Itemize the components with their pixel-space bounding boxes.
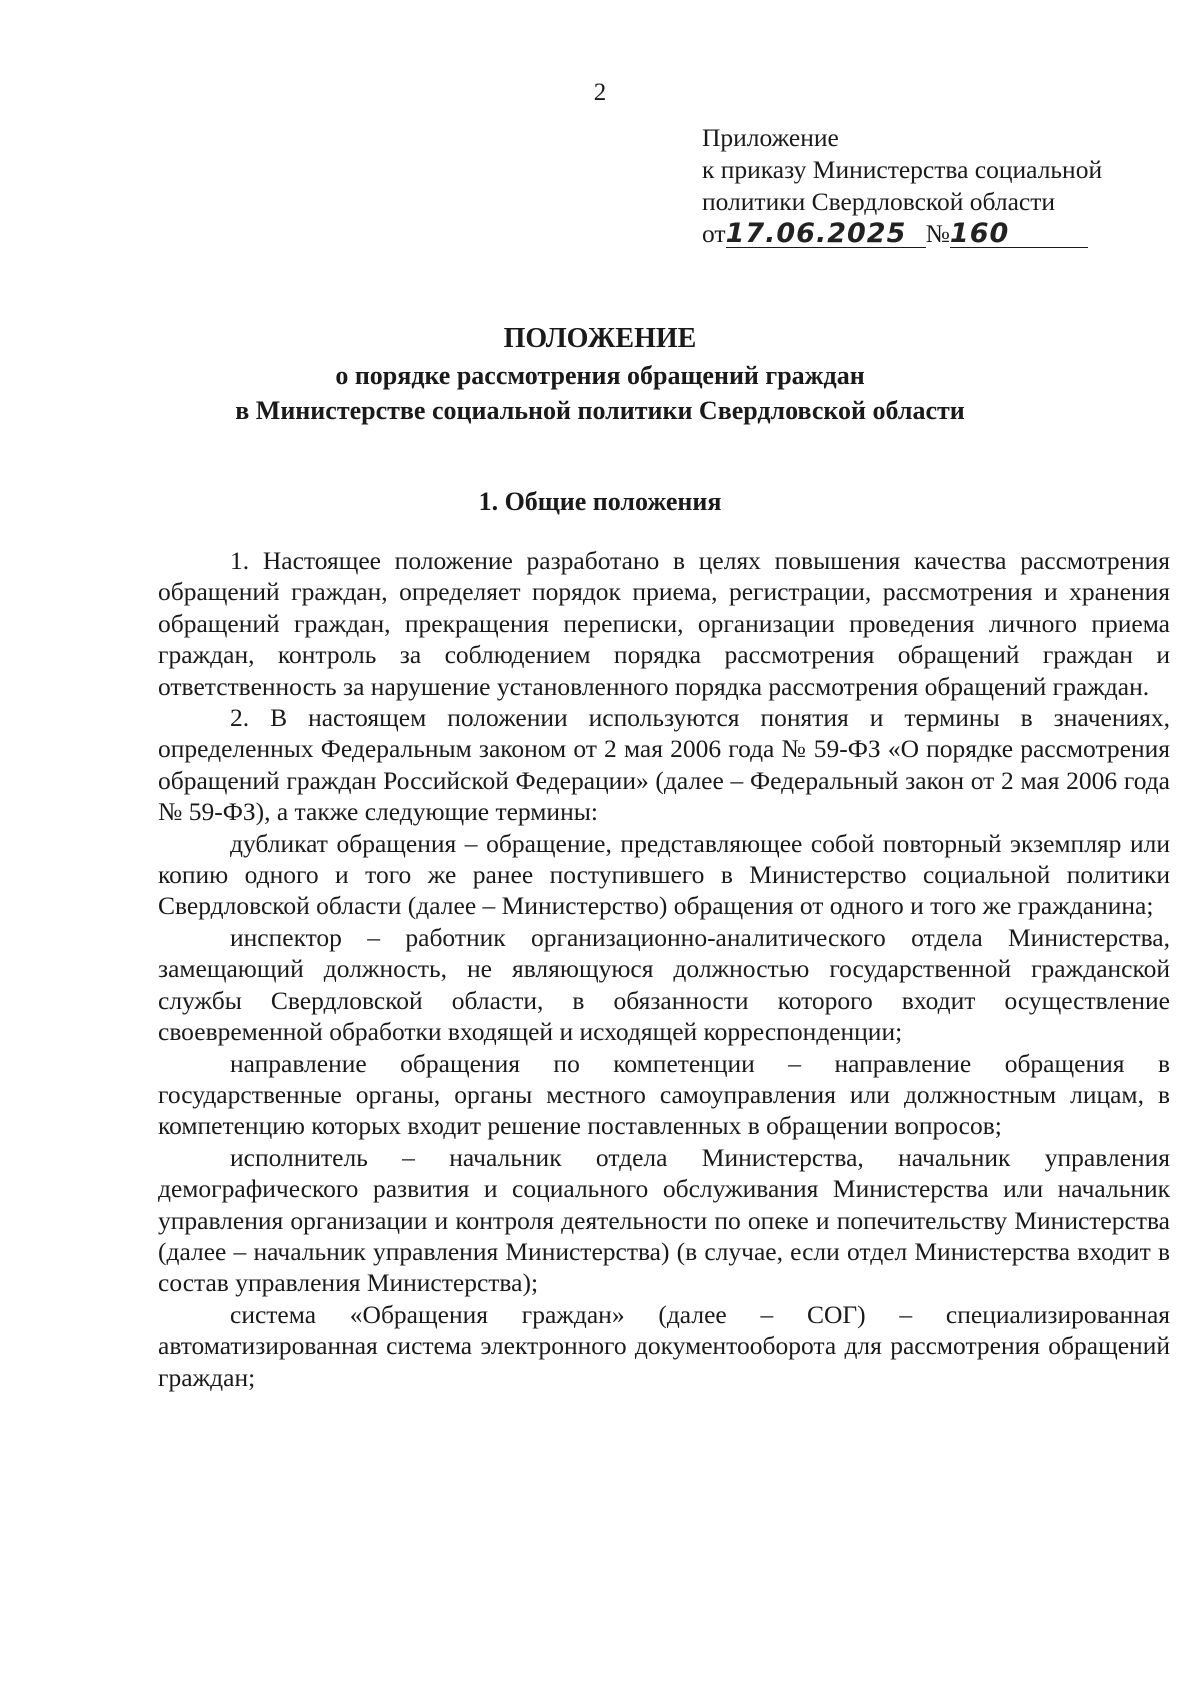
paragraph: 1. Настоящее положение разработано в целях повышения качества рассмотрения обращений граждан, определяет порядок приема, регистрации, рассмотрения и хранения обращений граждан, прекращения переписки, организации проведения личного приема граждан, контроль за соблюдением порядка рассмотрения обращений граждан и ответственность за нарушение установленного порядка рассмотрения обращений граждан. bbox=[158, 546, 1170, 701]
number-label: № bbox=[925, 219, 950, 248]
date-label: от bbox=[702, 219, 726, 248]
document-subtitle-line-1: о порядке рассмотрения обращений граждан bbox=[335, 361, 865, 390]
handwritten-number: 160 bbox=[949, 218, 1010, 249]
number-field bbox=[949, 218, 1088, 249]
paragraph: система «Обращения граждан» (далее – СОГ) – специализированная автоматизированная система электронного документооборота для рассмотрения обращений граждан; bbox=[158, 1299, 1170, 1392]
document-title: ПОЛОЖЕНИЕ bbox=[503, 323, 697, 354]
paragraph: направление обращения по компетенции – направление обращения в государственные органы, органы местного самоуправления или должностным лицам, в компетенцию которых входит решение поставленных в обращении вопросов; bbox=[158, 1048, 1170, 1141]
appendix-date-number-line bbox=[702, 218, 1172, 250]
appendix-order-ref: к приказу Министерства социальной bbox=[702, 155, 1103, 184]
document-subtitle-line-2: в Министерстве социальной политики Свердловской области bbox=[235, 396, 965, 425]
document-title-block bbox=[0, 320, 1200, 428]
paragraph: дубликат обращения – обращение, представляющее собой повторный экземпляр или копию одного и того же ранее поступившего в Министерство социальной политики Свердловской области (далее – Министерство) обращения от одного и того же гражданина; bbox=[158, 828, 1170, 921]
appendix-block bbox=[702, 122, 1172, 250]
handwritten-date: 17.06.2025 bbox=[725, 218, 907, 249]
paragraph: инспектор – работник организационно-аналитического отдела Министерства, замещающий должность, не являющуюся должностью государственной гражданской службы Свердловской области, в обязанности которого входит осуществление своевременной обработки входящей и исходящей корреспонденции; bbox=[158, 922, 1170, 1047]
page-number: 2 bbox=[593, 79, 607, 106]
date-field bbox=[725, 218, 926, 249]
appendix-ministry: политики Свердловской области bbox=[702, 187, 1056, 216]
paragraph: 2. В настоящем положении используются понятия и термины в значениях, определенных Федеральным законом от 2 мая 2006 года № 59-ФЗ «О порядке рассмотрения обращений граждан Российской Федерации» (далее – Федеральный закон от 2 мая 2006 года № 59-ФЗ), а также следующие термины: bbox=[158, 703, 1170, 827]
appendix-title: Приложение bbox=[702, 123, 839, 152]
paragraph: исполнитель – начальник отдела Министерства, начальник управления демографического развития и социального обслуживания Министерства или начальник управления организации и контроля деятельности по опеке и попечительству Министерства (далее – начальник управления Министерства) (в случае, если отдел Министерства входит в состав управления Министерства); bbox=[158, 1142, 1170, 1298]
section-heading: 1. Общие положения bbox=[478, 487, 722, 516]
document-body bbox=[158, 545, 1170, 1393]
